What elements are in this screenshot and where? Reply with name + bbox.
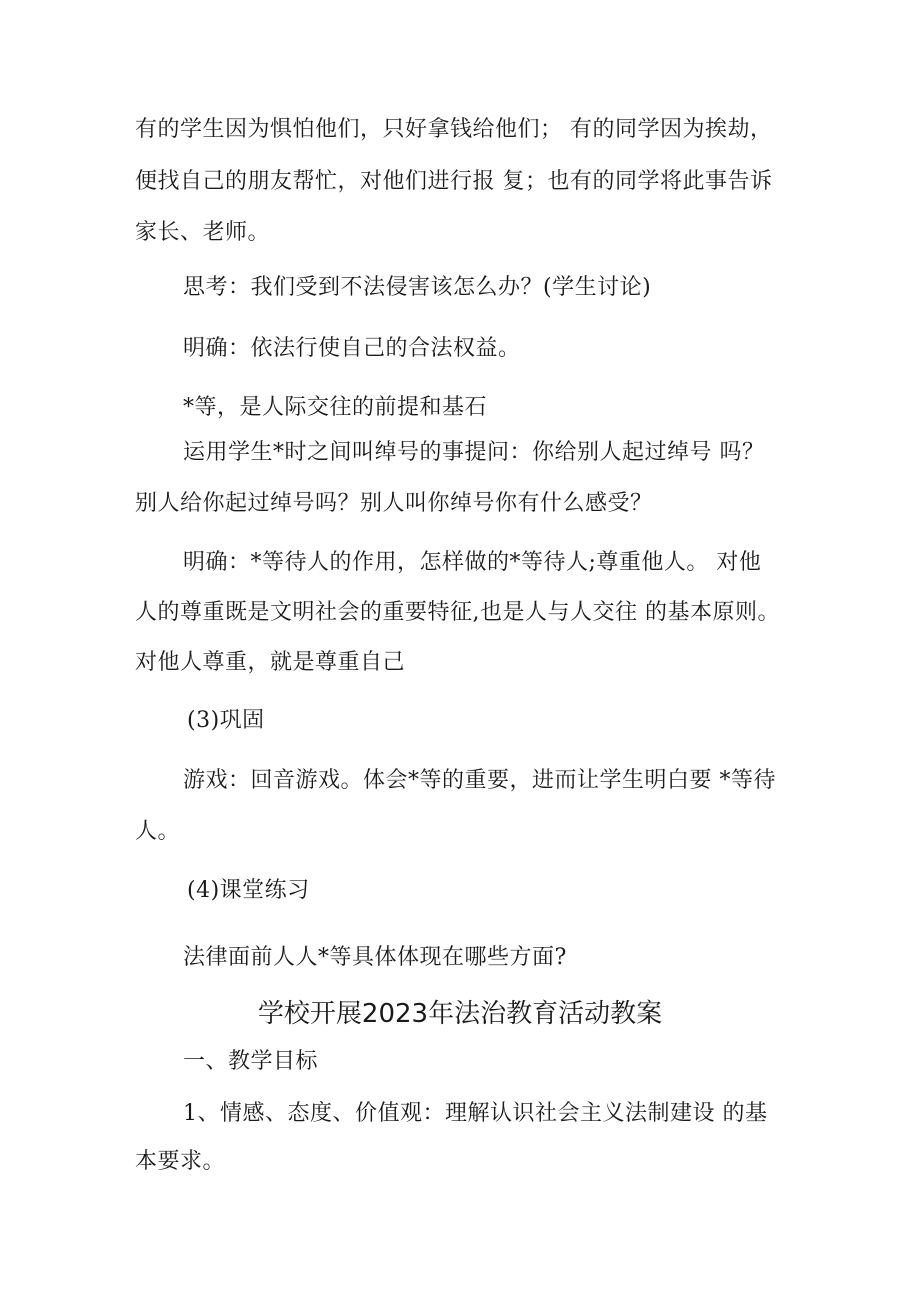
paragraph-line: 1、情感、态度、价值观：理解认识社会主义法制建设 的基 [183,1101,768,1126]
paragraph-line: 人的尊重既是文明社会的重要特征,也是人与人交往 的基本原则。 [135,600,780,625]
paragraph-line: 游戏：回音游戏。体会*等的重要，进而让学生明白要 *等待 [183,768,776,793]
paragraph-line: 明确：依法行使自己的合法权益。 [183,336,521,361]
paragraph-line: 法律面前人人*等具体体现在哪些方面? [183,945,567,970]
paragraph-line: 对他人尊重，就是尊重自己 [135,650,406,675]
section-label: (4)课堂练习 [187,878,310,903]
paragraph-line: 家长、老师。 [135,220,271,245]
paragraph-line: 本要求。 [135,1149,226,1174]
paragraph-line: 运用学生*时之间叫绰号的事提问：你给别人起过绰号 吗？ [183,440,765,465]
paragraph-line: 别人给你起过绰号吗？别人叫你绰号你有什么感受？ [135,491,653,516]
paragraph-line: 明确：*等待人的作用，怎样做的*等待人;尊重他人。 对他 [183,550,762,575]
document-heading: 学校开展2023年法治教育活动教案 [257,999,663,1029]
paragraph-line: 思考：我们受到不法侵害该怎么办？(学生讨论) [183,275,652,300]
paragraph-line: 人。 [135,819,181,844]
section-heading: 一、教学目标 [183,1049,319,1074]
paragraph-line: 便找自己的朋友帮忙，对他们进行报 复；也有的同学将此事告诉 [135,169,773,194]
section-label: (3)巩固 [187,708,265,733]
paragraph-line: 有的学生因为惧怕他们，只好拿钱给他们； 有的同学因为挨劫， [135,117,773,142]
paragraph-line: *等，是人际交往的前提和基石 [183,395,488,420]
